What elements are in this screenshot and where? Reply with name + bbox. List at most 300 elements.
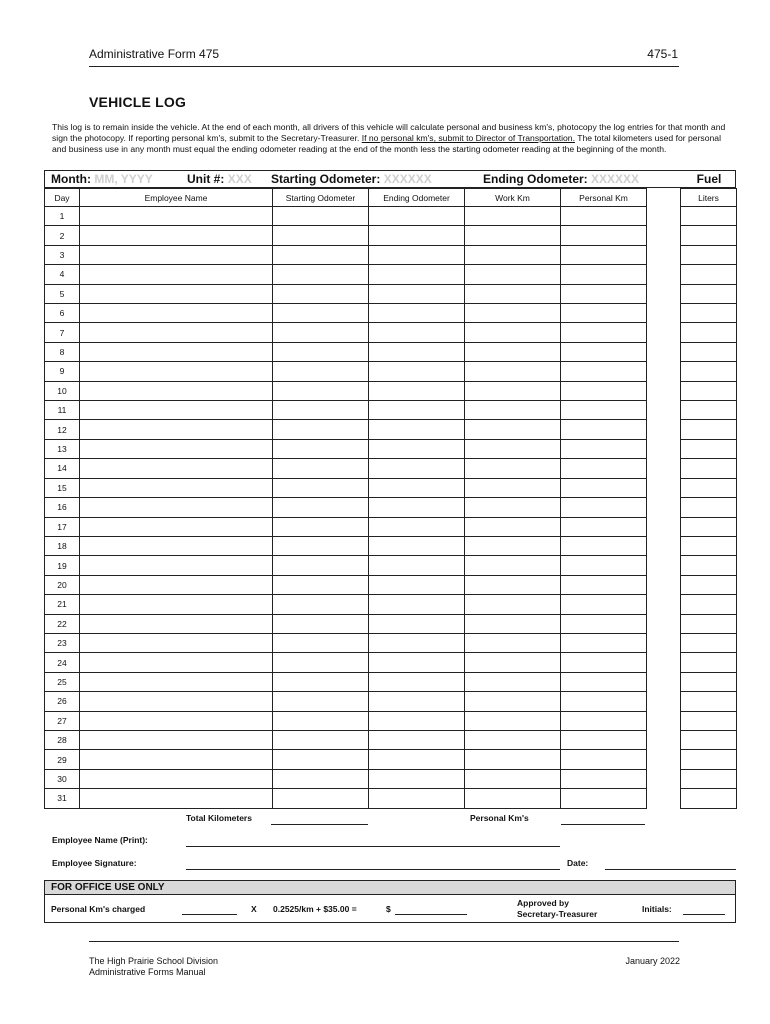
work-km-cell[interactable]	[465, 536, 561, 555]
work-km-cell[interactable]	[465, 730, 561, 749]
gap-cell	[647, 614, 681, 633]
personal-km-label: Personal Km's	[470, 813, 529, 823]
table-row	[45, 342, 737, 361]
starting-odometer-cell[interactable]	[273, 517, 369, 536]
ending-odometer-cell[interactable]	[369, 672, 465, 691]
rate-label: 0.2525/km + $35.00 =	[273, 904, 357, 914]
employee-name-cell[interactable]	[80, 536, 273, 555]
gap-cell	[647, 498, 681, 517]
gap-cell	[647, 459, 681, 478]
work-km-cell[interactable]	[465, 789, 561, 808]
employee-name-cell[interactable]	[80, 245, 273, 264]
office-use-header: FOR OFFICE USE ONLY	[45, 881, 735, 895]
gap-cell	[647, 711, 681, 730]
day-cell: 26	[45, 692, 80, 711]
employee-name-cell[interactable]	[80, 478, 273, 497]
employee-name-cell[interactable]	[80, 342, 273, 361]
day-cell: 30	[45, 769, 80, 788]
starting-odometer-cell[interactable]	[273, 750, 369, 769]
liters-cell[interactable]	[681, 711, 737, 730]
day-cell: 29	[45, 750, 80, 769]
work-km-cell[interactable]	[465, 342, 561, 361]
starting-odometer-cell[interactable]	[273, 420, 369, 439]
gap-cell	[647, 362, 681, 381]
personal-km-cell[interactable]	[561, 498, 647, 517]
employee-name-cell[interactable]	[80, 420, 273, 439]
starting-odometer-cell[interactable]	[273, 614, 369, 633]
work-km-cell[interactable]	[465, 614, 561, 633]
table-row	[45, 517, 737, 536]
personal-km-cell[interactable]	[561, 595, 647, 614]
employee-name-label: Employee Name (Print):	[52, 835, 148, 845]
personal-km-cell[interactable]	[561, 517, 647, 536]
work-km-cell[interactable]	[465, 556, 561, 575]
employee-name-cell[interactable]	[80, 692, 273, 711]
starting-odometer-cell[interactable]	[273, 692, 369, 711]
day-cell: 13	[45, 439, 80, 458]
liters-cell[interactable]	[681, 323, 737, 342]
work-km-cell[interactable]	[465, 750, 561, 769]
ending-odometer-field[interactable]	[483, 172, 639, 186]
vehicle-log-table	[44, 188, 737, 809]
footer-divider	[89, 941, 679, 942]
day-cell: 24	[45, 653, 80, 672]
employee-name-cell[interactable]	[80, 323, 273, 342]
work-km-cell[interactable]	[465, 362, 561, 381]
ending-odometer-cell[interactable]	[369, 459, 465, 478]
liters-cell[interactable]	[681, 207, 737, 226]
personal-km-cell[interactable]	[561, 401, 647, 420]
liters-cell[interactable]	[681, 245, 737, 264]
employee-name-cell[interactable]	[80, 439, 273, 458]
personal-km-cell[interactable]	[561, 556, 647, 575]
starting-odometer-cell[interactable]	[273, 401, 369, 420]
employee-name-cell[interactable]	[80, 459, 273, 478]
fuel-label: Fuel	[696, 172, 722, 186]
ending-odometer-cell[interactable]	[369, 226, 465, 245]
dollar-sign: $	[386, 904, 391, 914]
table-row	[45, 265, 737, 284]
table-row	[45, 536, 737, 555]
personal-km-cell[interactable]	[561, 653, 647, 672]
header-field-row	[44, 170, 736, 188]
gap-cell	[647, 284, 681, 303]
starting-odometer-cell[interactable]	[273, 362, 369, 381]
intro-underlined: If no personal km's, submit to Director of Transportation.	[361, 133, 575, 144]
employee-name-cell[interactable]	[80, 304, 273, 323]
starting-odometer-cell[interactable]	[273, 556, 369, 575]
work-km-cell[interactable]	[465, 401, 561, 420]
liters-cell[interactable]	[681, 556, 737, 575]
personal-km-line[interactable]	[561, 824, 645, 825]
table-row	[45, 750, 737, 769]
work-km-cell[interactable]	[465, 323, 561, 342]
starting-odometer-cell[interactable]	[273, 730, 369, 749]
starting-odometer-cell[interactable]	[273, 478, 369, 497]
liters-cell[interactable]	[681, 633, 737, 652]
gap-cell	[647, 381, 681, 400]
liters-cell[interactable]	[681, 381, 737, 400]
starting-odometer-cell[interactable]	[273, 536, 369, 555]
starting-odometer-cell[interactable]	[273, 672, 369, 691]
ending-odometer-cell[interactable]	[369, 614, 465, 633]
liters-cell[interactable]	[681, 284, 737, 303]
personal-km-cell[interactable]	[561, 304, 647, 323]
ending-odometer-cell[interactable]	[369, 517, 465, 536]
gap-cell	[647, 245, 681, 264]
starting-odometer-cell[interactable]	[273, 245, 369, 264]
ending-odometer-cell[interactable]	[369, 536, 465, 555]
liters-cell[interactable]	[681, 517, 737, 536]
starting-odometer-cell[interactable]	[273, 342, 369, 361]
starting-odometer-cell[interactable]	[273, 439, 369, 458]
employee-name-cell[interactable]	[80, 595, 273, 614]
employee-name-cell[interactable]	[80, 362, 273, 381]
work-km-cell[interactable]	[465, 284, 561, 303]
table-row	[45, 459, 737, 478]
ending-odometer-cell[interactable]	[369, 633, 465, 652]
unit-field[interactable]	[187, 172, 252, 186]
starting-odometer-cell[interactable]	[273, 711, 369, 730]
work-km-cell[interactable]	[465, 207, 561, 226]
employee-name-cell[interactable]	[80, 556, 273, 575]
table-row	[45, 226, 737, 245]
table-row	[45, 614, 737, 633]
day-cell: 6	[45, 304, 80, 323]
personal-km-cell[interactable]	[561, 750, 647, 769]
day-cell: 21	[45, 595, 80, 614]
table-row	[45, 323, 737, 342]
ending-odometer-cell[interactable]	[369, 420, 465, 439]
ending-odometer-cell[interactable]	[369, 439, 465, 458]
day-cell: 20	[45, 575, 80, 594]
personal-km-cell[interactable]	[561, 711, 647, 730]
liters-cell[interactable]	[681, 769, 737, 788]
col-ending-odometer: Ending Odometer	[369, 189, 465, 207]
table-row	[45, 672, 737, 691]
personal-km-cell[interactable]	[561, 284, 647, 303]
gap-cell	[647, 730, 681, 749]
day-cell: 2	[45, 226, 80, 245]
starting-odometer-cell[interactable]	[273, 769, 369, 788]
work-km-cell[interactable]	[465, 769, 561, 788]
ending-odometer-cell[interactable]	[369, 323, 465, 342]
liters-cell[interactable]	[681, 342, 737, 361]
gap-cell	[647, 420, 681, 439]
col-gap	[647, 189, 681, 207]
work-km-cell[interactable]	[465, 304, 561, 323]
ending-odometer-cell[interactable]	[369, 207, 465, 226]
approved-by-label: Approved by	[517, 898, 569, 908]
day-cell: 9	[45, 362, 80, 381]
liters-cell[interactable]	[681, 730, 737, 749]
day-cell: 8	[45, 342, 80, 361]
personal-km-cell[interactable]	[561, 245, 647, 264]
table-row	[45, 789, 737, 808]
day-cell: 3	[45, 245, 80, 264]
work-km-cell[interactable]	[465, 692, 561, 711]
personal-km-cell[interactable]	[561, 633, 647, 652]
table-row	[45, 730, 737, 749]
table-row	[45, 653, 737, 672]
ending-odometer-cell[interactable]	[369, 478, 465, 497]
starting-odometer-cell[interactable]	[273, 381, 369, 400]
liters-cell[interactable]	[681, 750, 737, 769]
personal-km-charged-line[interactable]	[182, 914, 237, 915]
work-km-cell[interactable]	[465, 498, 561, 517]
work-km-cell[interactable]	[465, 439, 561, 458]
starting-odometer-cell[interactable]	[273, 653, 369, 672]
day-cell: 12	[45, 420, 80, 439]
starting-odometer-cell[interactable]	[273, 575, 369, 594]
ending-odometer-cell[interactable]	[369, 401, 465, 420]
table-row	[45, 575, 737, 594]
month-label: Month:	[51, 172, 91, 186]
col-employee-name: Employee Name	[80, 189, 273, 207]
liters-cell[interactable]	[681, 265, 737, 284]
liters-cell[interactable]	[681, 614, 737, 633]
work-km-cell[interactable]	[465, 575, 561, 594]
ending-odometer-cell[interactable]	[369, 789, 465, 808]
employee-name-cell[interactable]	[80, 672, 273, 691]
day-cell: 1	[45, 207, 80, 226]
personal-km-cell[interactable]	[561, 381, 647, 400]
starting-odometer-placeholder: XXXXXX	[383, 172, 432, 186]
ending-odometer-cell[interactable]	[369, 769, 465, 788]
starting-odometer-cell[interactable]	[273, 323, 369, 342]
initials-label: Initials:	[642, 904, 672, 914]
col-starting-odometer: Starting Odometer	[273, 189, 369, 207]
col-work-km: Work Km	[465, 189, 561, 207]
starting-odometer-cell[interactable]	[273, 459, 369, 478]
ending-odometer-cell[interactable]	[369, 595, 465, 614]
table-row	[45, 401, 737, 420]
employee-name-cell[interactable]	[80, 653, 273, 672]
day-cell: 16	[45, 498, 80, 517]
liters-cell[interactable]	[681, 672, 737, 691]
employee-name-line[interactable]	[186, 846, 560, 847]
personal-km-cell[interactable]	[561, 459, 647, 478]
ending-odometer-cell[interactable]	[369, 750, 465, 769]
starting-odometer-cell[interactable]	[273, 226, 369, 245]
work-km-cell[interactable]	[465, 459, 561, 478]
employee-name-cell[interactable]	[80, 711, 273, 730]
ending-odometer-cell[interactable]	[369, 556, 465, 575]
personal-km-cell[interactable]	[561, 420, 647, 439]
work-km-cell[interactable]	[465, 226, 561, 245]
ending-odometer-cell[interactable]	[369, 362, 465, 381]
liters-cell[interactable]	[681, 439, 737, 458]
liters-cell[interactable]	[681, 575, 737, 594]
col-liters: Liters	[681, 189, 737, 207]
total-kilometers-label: Total Kilometers	[186, 813, 252, 823]
ending-odometer-label: Ending Odometer:	[483, 172, 588, 186]
starting-odometer-field[interactable]	[271, 172, 432, 186]
liters-cell[interactable]	[681, 789, 737, 808]
ending-odometer-cell[interactable]	[369, 381, 465, 400]
employee-signature-line[interactable]	[186, 869, 560, 870]
table-row	[45, 207, 737, 226]
day-cell: 5	[45, 284, 80, 303]
ending-odometer-cell[interactable]	[369, 692, 465, 711]
amount-line[interactable]	[395, 914, 467, 915]
work-km-cell[interactable]	[465, 478, 561, 497]
employee-name-cell[interactable]	[80, 517, 273, 536]
gap-cell	[647, 265, 681, 284]
liters-cell[interactable]	[681, 498, 737, 517]
day-cell: 27	[45, 711, 80, 730]
starting-odometer-cell[interactable]	[273, 284, 369, 303]
liters-cell[interactable]	[681, 478, 737, 497]
ending-odometer-cell[interactable]	[369, 342, 465, 361]
month-field[interactable]	[51, 172, 153, 186]
work-km-cell[interactable]	[465, 381, 561, 400]
ending-odometer-cell[interactable]	[369, 265, 465, 284]
day-cell: 10	[45, 381, 80, 400]
liters-cell[interactable]	[681, 420, 737, 439]
office-use-box	[44, 880, 736, 923]
starting-odometer-cell[interactable]	[273, 595, 369, 614]
personal-km-cell[interactable]	[561, 439, 647, 458]
ending-odometer-cell[interactable]	[369, 284, 465, 303]
starting-odometer-cell[interactable]	[273, 789, 369, 808]
gap-cell	[647, 342, 681, 361]
secretary-treasurer-label: Secretary-Treasurer	[517, 909, 598, 919]
ending-odometer-cell[interactable]	[369, 653, 465, 672]
ending-odometer-cell[interactable]	[369, 730, 465, 749]
personal-km-cell[interactable]	[561, 672, 647, 691]
liters-cell[interactable]	[681, 692, 737, 711]
day-cell: 22	[45, 614, 80, 633]
employee-name-cell[interactable]	[80, 401, 273, 420]
day-cell: 19	[45, 556, 80, 575]
personal-km-cell[interactable]	[561, 226, 647, 245]
table-row	[45, 692, 737, 711]
personal-km-cell[interactable]	[561, 730, 647, 749]
work-km-cell[interactable]	[465, 633, 561, 652]
personal-km-cell[interactable]	[561, 478, 647, 497]
work-km-cell[interactable]	[465, 672, 561, 691]
employee-name-cell[interactable]	[80, 207, 273, 226]
personal-km-cell[interactable]	[561, 207, 647, 226]
ending-odometer-placeholder: XXXXXX	[591, 172, 640, 186]
table-row	[45, 245, 737, 264]
starting-odometer-cell[interactable]	[273, 498, 369, 517]
work-km-cell[interactable]	[465, 517, 561, 536]
table-row	[45, 381, 737, 400]
ending-odometer-cell[interactable]	[369, 498, 465, 517]
work-km-cell[interactable]	[465, 265, 561, 284]
liters-cell[interactable]	[681, 226, 737, 245]
gap-cell	[647, 769, 681, 788]
personal-km-cell[interactable]	[561, 614, 647, 633]
header-divider	[89, 66, 679, 67]
liters-cell[interactable]	[681, 304, 737, 323]
employee-name-cell[interactable]	[80, 575, 273, 594]
starting-odometer-cell[interactable]	[273, 265, 369, 284]
intro-text-1: This log is to remain inside the vehicle. At the end of each month, all drivers of this vehicle will calculate personal and business km's, photocopy the log entries for that month and sign the photocopy. If reporting personal km's, submit to the Secretary-Treasurer.	[52, 122, 726, 144]
employee-name-cell[interactable]	[80, 284, 273, 303]
personal-km-cell[interactable]	[561, 692, 647, 711]
table-row	[45, 711, 737, 730]
work-km-cell[interactable]	[465, 595, 561, 614]
table-row	[45, 304, 737, 323]
starting-odometer-cell[interactable]	[273, 304, 369, 323]
employee-name-cell[interactable]	[80, 265, 273, 284]
gap-cell	[647, 323, 681, 342]
personal-km-cell[interactable]	[561, 575, 647, 594]
starting-odometer-cell[interactable]	[273, 633, 369, 652]
liters-cell[interactable]	[681, 536, 737, 555]
personal-km-cell[interactable]	[561, 265, 647, 284]
ending-odometer-cell[interactable]	[369, 304, 465, 323]
table-row	[45, 556, 737, 575]
gap-cell	[647, 401, 681, 420]
intro-text-2: The total kilometers used for personal and business use in any month must equal the ending odometer reading at the end of the month less the starting odometer reading at the beginning of the month.	[52, 133, 721, 155]
employee-name-cell[interactable]	[80, 614, 273, 633]
employee-name-cell[interactable]	[80, 750, 273, 769]
personal-km-cell[interactable]	[561, 789, 647, 808]
liters-cell[interactable]	[681, 362, 737, 381]
day-cell: 28	[45, 730, 80, 749]
col-personal-km: Personal Km	[561, 189, 647, 207]
employee-name-cell[interactable]	[80, 633, 273, 652]
gap-cell	[647, 672, 681, 691]
table-row	[45, 498, 737, 517]
personal-km-cell[interactable]	[561, 769, 647, 788]
day-cell: 25	[45, 672, 80, 691]
employee-name-cell[interactable]	[80, 789, 273, 808]
employee-name-cell[interactable]	[80, 730, 273, 749]
gap-cell	[647, 595, 681, 614]
footer-org: The High Prairie School Division	[89, 956, 219, 966]
liters-cell[interactable]	[681, 653, 737, 672]
work-km-cell[interactable]	[465, 711, 561, 730]
date-line[interactable]	[605, 869, 736, 870]
ending-odometer-cell[interactable]	[369, 575, 465, 594]
liters-cell[interactable]	[681, 459, 737, 478]
work-km-cell[interactable]	[465, 420, 561, 439]
employee-name-cell[interactable]	[80, 769, 273, 788]
employee-name-cell[interactable]	[80, 498, 273, 517]
ending-odometer-cell[interactable]	[369, 711, 465, 730]
employee-name-cell[interactable]	[80, 226, 273, 245]
work-km-cell[interactable]	[465, 653, 561, 672]
liters-cell[interactable]	[681, 401, 737, 420]
gap-cell	[647, 536, 681, 555]
starting-odometer-cell[interactable]	[273, 207, 369, 226]
liters-cell[interactable]	[681, 595, 737, 614]
initials-line[interactable]	[683, 914, 725, 915]
table-header-row	[45, 189, 737, 207]
personal-km-charged-label: Personal Km's charged	[51, 904, 146, 914]
day-cell: 23	[45, 633, 80, 652]
employee-name-cell[interactable]	[80, 381, 273, 400]
work-km-cell[interactable]	[465, 245, 561, 264]
gap-cell	[647, 304, 681, 323]
personal-km-cell[interactable]	[561, 342, 647, 361]
personal-km-cell[interactable]	[561, 362, 647, 381]
personal-km-cell[interactable]	[561, 536, 647, 555]
table-row	[45, 420, 737, 439]
form-number: 475-1	[647, 47, 678, 61]
total-kilometers-line[interactable]	[271, 824, 368, 825]
multiply-sign: X	[251, 904, 257, 914]
day-cell: 17	[45, 517, 80, 536]
ending-odometer-cell[interactable]	[369, 245, 465, 264]
footer-left	[89, 956, 218, 978]
personal-km-cell[interactable]	[561, 323, 647, 342]
